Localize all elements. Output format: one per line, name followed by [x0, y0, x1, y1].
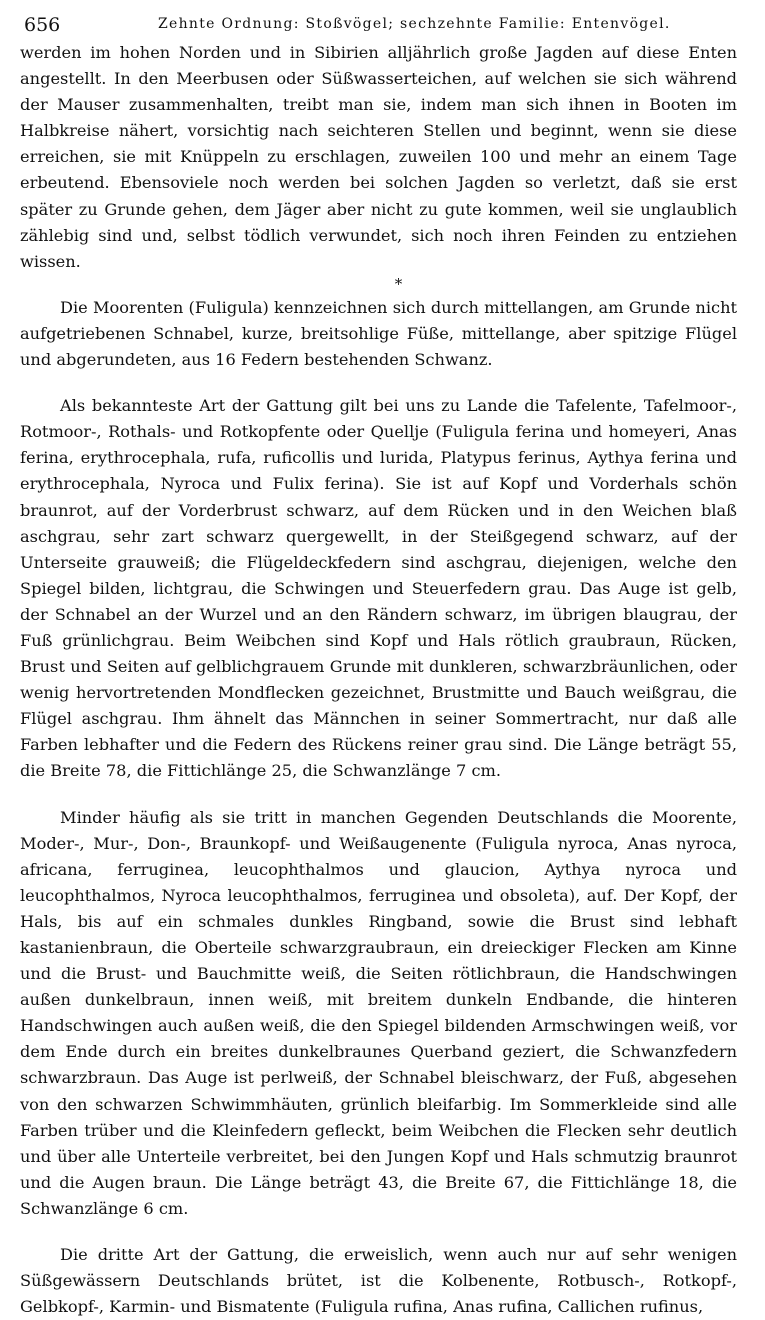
- paragraph-gap: [20, 785, 737, 805]
- paragraph-moorente: Minder häufig als sie tritt in manchen Gegenden Deutschlands die Moorente, Moder-, Mur-, Don-, Braunkopf- und Weißaugenente (Fuligula nyroca, Anas nyroca, africana, ferruginea, leucophthalmos und glaucion, Aythya nyroca und leucophthalmos, Nyroca leucophthalmos, ferruginea und obsoleta), auf. Der Kopf, der Hals, bis auf ein schmales dunkles Ringband, sowie die Brust sind lebhaft kastanienbraun, die Oberteile schwarzgraubraun, ein dreieckiger Flecken am Kinne und die Brust- und Bauchmitte weiß, die Seiten rötlichbraun, die Handschwingen außen dunkelbraun, innen weiß, mit breitem dunkeln Endbande, die hinteren Handschwingen auch außen weiß, die den Spiegel bildenden Armschwingen weiß, vor dem Ende durch ein breites dunkelbraunes Querband geziert, die Schwanzfedern schwarzbraun. Das Auge ist perlweiß, der Schnabel bleischwarz, der Fuß, abgesehen von den schwarzen Schwimmhäuten, grünlich bleifarbig. Im Sommerkleide sind alle Farben trüber und die Kleinfedern gefleckt, beim Weibchen die Flecken sehr deutlich und über alle Unterteile verbreitet, bei den Jungen Kopf und Hals schmutzig braunrot und die Augen braun. Die Länge beträgt 43, die Breite 67, die Fittichlänge 18, die Schwanzlänge 6 cm.: [20, 807, 737, 1218]
- paragraph-continued: werden im hohen Norden und in Sibirien alljährlich große Jagden auf diese Enten angestellt. In den Meerbusen oder Süßwasserteichen, auf welchen sie sich während der Mauser zusammenhalten, treibt man sie, indem man sich ihnen in Booten im Halbkreise nähert, vorsichtig nach seichteren Stellen und beginnt, wenn sie diese erreichen, sie mit Knüppeln zu erschlagen, zuweilen 100 und mehr an einem Tage erbeutend. Ebensoviele noch werden bei solchen Jagden so verletzt, daß sie erst später zu Grunde gehen, dem Jäger aber nicht zu gute kommen, weil sie unglaublich zählebig sind und, selbst tödlich verwundet, sich noch ihren Feinden zu entziehen wissen.: [20, 43, 737, 271]
- page-body: [20, 40, 737, 1320]
- paragraph-kolbenente: Die dritte Art der Gattung, die erweislich, wenn auch nur auf sehr wenigen Süßgewässern Deutschlands brütet, ist die Kolbenente, Rotbusch-, Rotkopf-, Gelbkopf-, Karmin- und Bismatente (Fuligula rufina, Anas rufina, Callichen rufinus,: [20, 1245, 737, 1317]
- paragraph-gap: [20, 373, 737, 393]
- paragraph-tafelente: Als bekannteste Art der Gattung gilt bei uns zu Lande die Tafelente, Tafelmoor-, Rotmoor-, Rothals- und Rotkopfente oder Quellje (Fuligula ferina und homeyeri, Anas ferina, erythrocephala, rufa, ruficollis und lurida, Platypus ferinus, Aythya ferina und erythrocephala, Nyroca und Fulix ferina). Sie ist auf Kopf und Vorderhals schön braunrot, auf der Vorderbrust schwarz, auf dem Rücken und in den Weichen blaß aschgrau, sehr zart schwarz quergewellt, in der Steißgegend schwarz, auf der Unterseite grauweiß; die Flügeldeckfedern sind aschgrau, diejenigen, welche den Spiegel bilden, lichtgrau, die Schwingen und Steuerfedern grau. Das Auge ist gelb, der Schnabel an der Wurzel und an den Rändern schwarz, im übrigen blaugrau, der Fuß grünlichgrau. Beim Weibchen sind Kopf und Hals rötlich graubraun, Rücken, Brust und Seiten auf gelblichgrauem Grunde mit dunkleren, schwarzbräunlichen, oder wenig hervortretenden Mondflecken gezeichnet, Brustmitte und Bauch weißgrau, die Flügel aschgrau. Ihm ähnelt das Männchen in seiner Sommertracht, nur daß alle Farben lebhafter und die Federn des Rückens reiner grau sind. Die Länge beträgt 55, die Breite 78, die Fittichlänge 25, die Schwanzlänge 7 cm.: [20, 396, 737, 781]
- running-title: Zehnte Ordnung: Stoßvögel; sechzehnte Familie: Entenvögel.: [158, 16, 671, 32]
- section-separator: *: [394, 274, 403, 293]
- paragraph-gap: [20, 1222, 737, 1242]
- page-header: [18, 12, 747, 36]
- page-number: 656: [24, 14, 61, 36]
- paragraph-fuligula-genus: Die Moorenten (Fuligula) kennzeichnen sich durch mittellangen, am Grunde nicht aufgetriebenen Schnabel, kurze, breitsohlige Füße, mittellange, aber spitzige Flügel und abgerundeten, aus 16 Federn bestehenden Schwanz.: [20, 297, 737, 370]
